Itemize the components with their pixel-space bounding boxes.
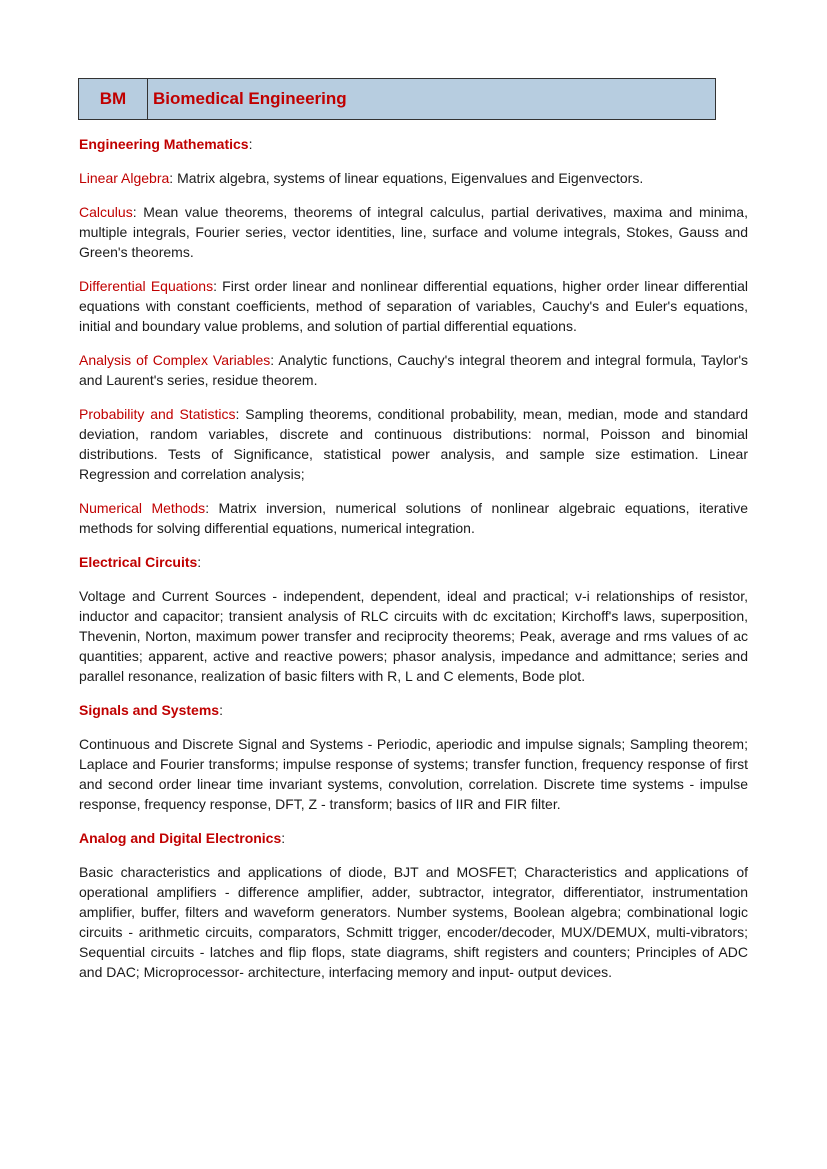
topic-name: Probability and Statistics [79, 406, 236, 422]
header-table [78, 78, 716, 120]
topic-text: : Sampling theorems, conditional probability, mean, median, mode and standard deviation, random variables, discrete and continuous distributions: normal, Poisson and binomial distributions. Tests of Significance, statistical power analysis, and sample size estimation. Linear Regression and correlation analysis; [79, 406, 748, 482]
section-body: Voltage and Current Sources - independent, dependent, ideal and practical; v-i relationships of resistor, inductor and capacitor; transient analysis of RLC circuits with dc excitation; Kirchoff's laws, superposition, Thevenin, Norton, maximum power transfer and reciprocity theorems; Peak, average and rms values of ac quantities; apparent, active and reactive powers; phasor analysis, impedance and admittance; series and parallel resonance, realization of basic filters with R, L and C elements, Bode plot. [79, 588, 748, 684]
section-body: Continuous and Discrete Signal and Systems - Periodic, aperiodic and impulse signals; Sampling theorem; Laplace and Fourier transforms; impulse response of systems; transfer function, frequency response of first and second order linear time invariant systems, convolution, correlation. Discrete time systems - impulse response, frequency response, DFT, Z - transform; basics of IIR and FIR filter. [79, 736, 748, 812]
section-body: Basic characteristics and applications of diode, BJT and MOSFET; Characteristics and applications of operational amplifiers - difference amplifier, adder, subtractor, integrator, differentiator, instrumentation amplifier, buffer, filters and waveform generators. Number systems, Boolean algebra; combinational logic circuits - arithmetic circuits, comparators, Schmitt trigger, encoder/decoder, MUX/DEMUX, multi-vibrators; Sequential circuits - latches and flip flops, state diagrams, shift registers and counters; Principles of ADC and DAC; Microprocessor- architecture, interfacing memory and input- output devices. [79, 864, 748, 980]
paper-code: BM [79, 79, 148, 119]
syllabus-content [79, 134, 748, 996]
section-title: Signals and Systems: [79, 702, 223, 718]
topic-text: : Matrix inversion, numerical solutions of nonlinear algebraic equations, iterative methods for solving differential equations, numerical integration. [79, 500, 748, 536]
topic-name: Linear Algebra [79, 170, 170, 186]
section-title: Analog and Digital Electronics: [79, 830, 286, 846]
topic-text: : Analytic functions, Cauchy's integral theorem and integral formula, Taylor's and Laurent's series, residue theorem. [79, 352, 748, 388]
topic-name: Calculus [79, 204, 133, 220]
topic-name: Numerical Methods [79, 500, 206, 516]
paper-title: Biomedical Engineering [153, 89, 347, 108]
topic-paragraph [79, 350, 748, 390]
topic-text: : Matrix algebra, systems of linear equations, Eigenvalues and Eigenvectors. [169, 170, 644, 186]
topic-paragraph [79, 168, 748, 188]
topic-name: Differential Equations [79, 278, 214, 294]
section-title: Engineering Mathematics: [79, 136, 253, 152]
topic-name: Analysis of Complex Variables [79, 352, 271, 368]
topic-paragraph [79, 498, 748, 538]
topic-paragraph [79, 404, 748, 484]
topic-paragraph [79, 276, 748, 336]
section-title: Electrical Circuits: [79, 554, 202, 570]
topic-paragraph [79, 202, 748, 262]
topic-text: : First order linear and nonlinear differential equations, higher order linear differential equations with constant coefficients, method of separation of variables, Cauchy's and Euler's equations, initial and boundary value problems, and solution of partial differential equations. [79, 278, 749, 334]
topic-text: : Mean value theorems, theorems of integral calculus, partial derivatives, maxima and minima, multiple integrals, Fourier series, vector identities, line, surface and volume integrals, Stokes, Gauss and Green's theorems. [79, 204, 748, 260]
